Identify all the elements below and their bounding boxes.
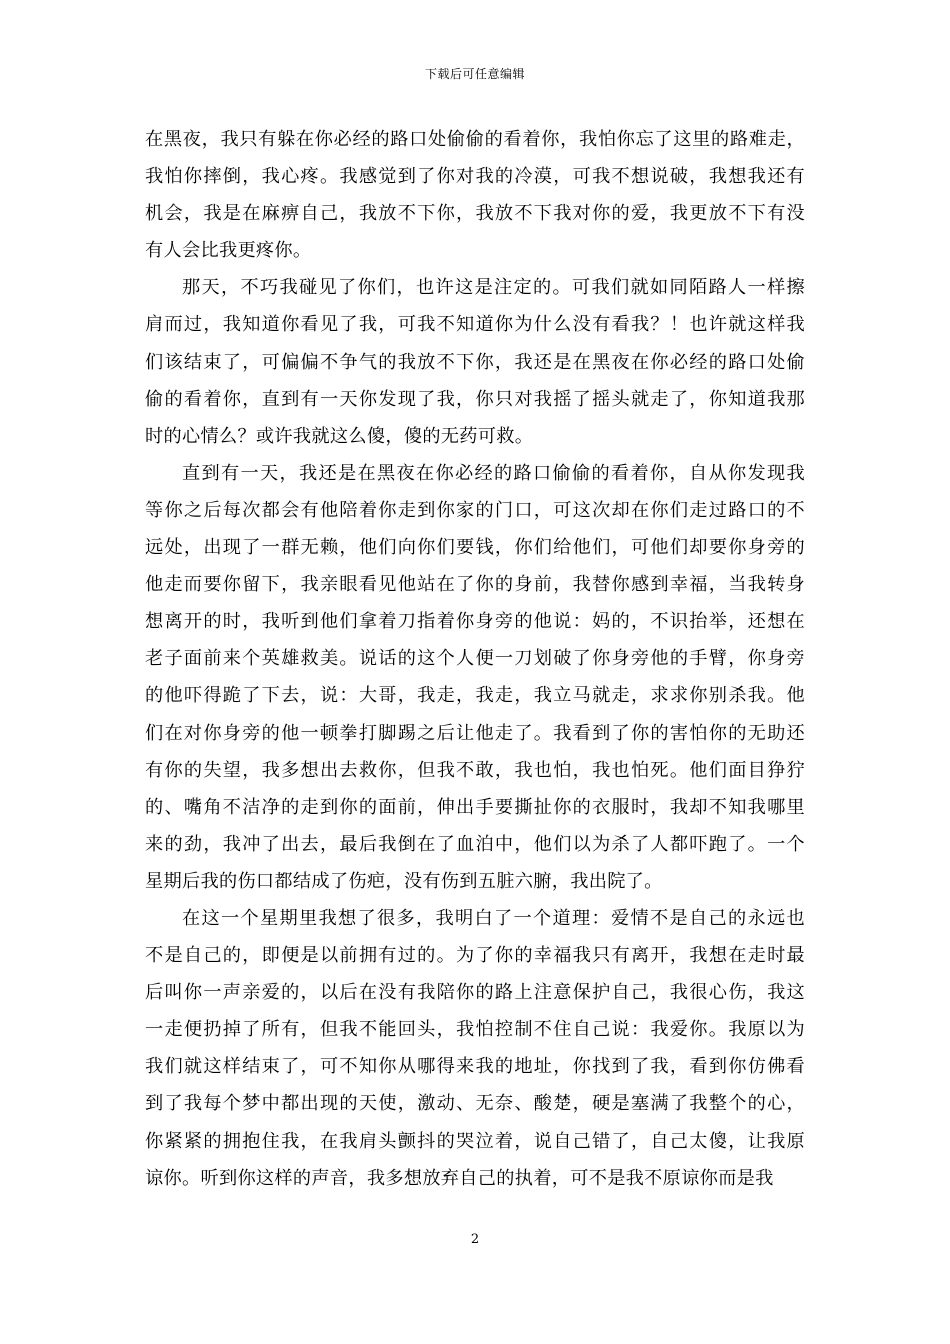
text-line: 一走便扔掉了所有，但我不能回头，我怕控制不住自己说：我爱你。我原以为: [145, 1019, 805, 1041]
text-line: 直到有一天，我还是在黑夜在你必经的路口偷偷的看着你，自从你发现我: [182, 462, 805, 484]
text-line: 在这一个星期里我想了很多，我明白了一个道理：爱情不是自己的永远也: [182, 907, 805, 929]
text-line: 们该结束了，可偏偏不争气的我放不下你，我还是在黑夜在你必经的路口处偷: [145, 351, 805, 373]
text-line: 我们就这样结束了，可不知你从哪得来我的地址，你找到了我，看到你仿佛看: [145, 1056, 805, 1078]
text-line: 到了我每个梦中都出现的天使，激动、无奈、酸楚，硬是塞满了我整个的心，: [145, 1093, 805, 1115]
text-line: 机会，我是在麻痹自己，我放不下你，我放不下我对你的爱，我更放不下有没: [145, 203, 805, 225]
paragraph: [145, 900, 805, 1197]
text-line: 的他吓得跪了下去，说：大哥，我走，我走，我立马就走，求求你别杀我。他: [145, 685, 805, 707]
text-line: 的、嘴角不洁净的走到你的面前，伸出手要撕扯你的衣服时，我却不知我哪里: [145, 796, 805, 818]
text-line: 他走而要你留下，我亲眼看见他站在了你的身前，我替你感到幸福，当我转身: [145, 574, 805, 596]
text-line: 老子面前来个英雄救美。说话的这个人便一刀划破了你身旁他的手臂，你身旁: [145, 648, 805, 670]
text-line: 我怕你摔倒，我心疼。我感觉到了你对我的冷漠，可我不想说破，我想我还有: [145, 166, 805, 188]
text-line: 有你的失望，我多想出去救你，但我不敢，我也怕，我也怕死。他们面目狰狞: [145, 759, 805, 781]
paragraph: [145, 455, 805, 900]
text-line: 远处，出现了一群无赖，他们向你们要钱，你们给他们，可他们却要你身旁的: [145, 537, 805, 559]
text-line: 偷的看着你，直到有一天你发现了我，你只对我摇了摇头就走了，你知道我那: [145, 388, 805, 410]
text-line: 想离开的时，我听到他们拿着刀指着你身旁的他说：妈的，不识抬举，还想在: [145, 611, 805, 633]
document-body: [145, 121, 805, 1197]
page-number: 2: [470, 1232, 480, 1247]
text-line: 肩而过，我知道你看见了我，可我不知道你为什么没有看我？！也许就这样我: [145, 314, 805, 336]
text-line: 谅你。听到你这样的声音，我多想放弃自己的执着，可不是我不原谅你而是我: [145, 1167, 774, 1189]
paragraph: [145, 121, 805, 269]
text-line: 等你之后每次都会有他陪着你走到你家的门口，可这次却在你们走过路口的不: [145, 499, 805, 521]
text-line: 星期后我的伤口都结成了伤疤，没有伤到五脏六腑，我出院了。: [145, 870, 663, 892]
paragraph: [145, 269, 805, 454]
text-line: 你紧紧的拥抱住我，在我肩头颤抖的哭泣着，说自己错了，自己太傻，让我原: [145, 1130, 805, 1152]
text-line: 们在对你身旁的他一顿拳打脚踢之后让他走了。我看到了你的害怕你的无助还: [145, 722, 805, 744]
text-line: 来的劲，我冲了出去，最后我倒在了血泊中，他们以为杀了人都吓跑了。一个: [145, 833, 805, 855]
text-line: 那天，不巧我碰见了你们，也许这是注定的。可我们就如同陌路人一样擦: [182, 277, 805, 299]
text-line: 有人会比我更疼你。: [145, 240, 312, 262]
text-line: 时的心情么？或许我就这么傻，傻的无药可救。: [145, 425, 534, 447]
text-line: 后叫你一声亲爱的，以后在没有我陪你的路上注意保护自己，我很心伤，我这: [145, 982, 805, 1004]
text-line: 在黑夜，我只有躲在你必经的路口处偷偷的看着你，我怕你忘了这里的路难走，: [145, 129, 805, 150]
text-line: 不是自己的，即便是以前拥有过的。为了你的幸福我只有离开，我想在走时最: [145, 945, 805, 967]
page-header: 下载后可任意编辑: [424, 67, 525, 81]
